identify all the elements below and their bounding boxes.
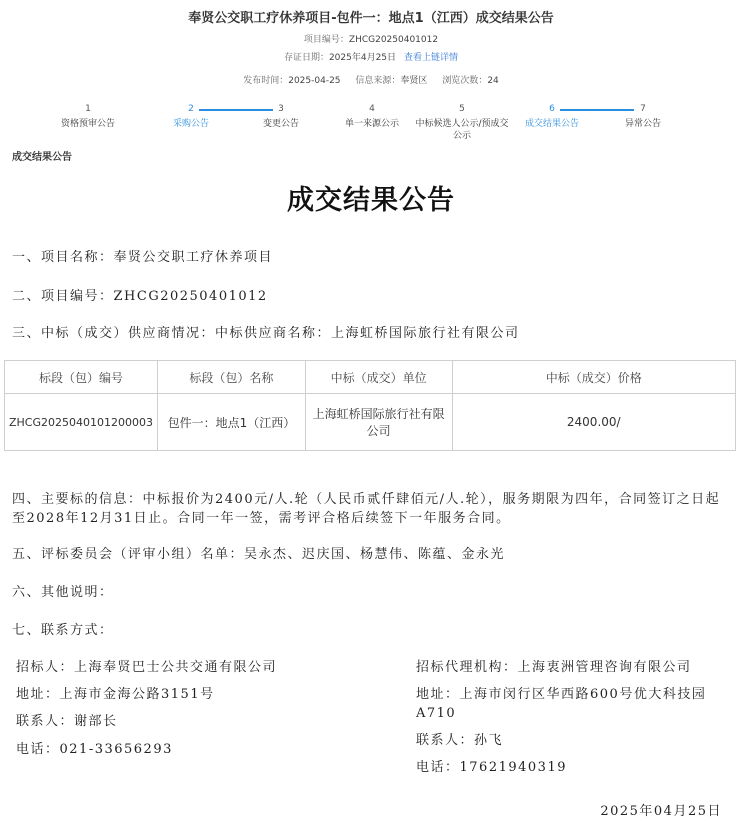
deposit-date-value: 2025年4月25日 bbox=[328, 53, 397, 63]
source-value: 奉贤区 bbox=[400, 76, 428, 86]
step-number: 5 bbox=[459, 104, 465, 114]
step-label: 单一来源公示 bbox=[344, 119, 399, 129]
agent-address: 地址：上海市闵行区华西路600号优大科技园A710 bbox=[416, 687, 707, 721]
step-number: 6 bbox=[549, 104, 555, 114]
process-steps bbox=[0, 100, 742, 150]
section-project-number: 二、项目编号：ZHCG20250401012 bbox=[12, 289, 268, 304]
tenderer-contact-person: 联系人：谢部长 bbox=[16, 714, 118, 729]
column-header: 标段（包）名称 bbox=[158, 361, 306, 394]
deposit-line bbox=[0, 50, 742, 63]
step-single-source[interactable] bbox=[322, 100, 422, 130]
step-number: 7 bbox=[640, 104, 646, 114]
agent-phone: 电话：17621940319 bbox=[416, 760, 567, 775]
section-subject-info: 四、主要标的信息：中标报价为2400元/人.轮（人民币贰仟肆佰元/人.轮），服务期限为四年，合同签订之日起至2028年12月31日止。合同一年一签，需考评合格后续签下一年服务合同。 bbox=[12, 492, 721, 526]
table-row bbox=[5, 394, 736, 451]
publish-info-line bbox=[0, 73, 742, 86]
cell-package-name: 包件一：地点1（江西） bbox=[158, 394, 306, 451]
breadcrumb: 成交结果公告 bbox=[12, 152, 72, 163]
step-label: 异常公告 bbox=[624, 119, 661, 129]
step-candidate[interactable] bbox=[412, 100, 512, 142]
tenderer-phone: 电话：021-33656293 bbox=[16, 742, 173, 757]
step-label: 采购公告 bbox=[172, 119, 209, 129]
cell-price: 2400.00/ bbox=[452, 394, 736, 451]
cell-package-no: ZHCG2025040101200003 bbox=[5, 394, 158, 451]
section-committee: 五、评标委员会（评审小组）名单：吴永杰、迟庆国、杨慧伟、陈蕴、金永光 bbox=[12, 547, 506, 562]
cell-winner: 上海虹桥国际旅行社有限公司 bbox=[305, 394, 452, 451]
section-contact: 七、联系方式： bbox=[12, 623, 114, 638]
step-result[interactable] bbox=[502, 100, 602, 130]
section-supplier: 三、中标（成交）供应商情况：中标供应商名称：上海虹桥国际旅行社有限公司 bbox=[12, 326, 520, 341]
document-heading: 成交结果公告 bbox=[287, 185, 455, 216]
step-change[interactable] bbox=[231, 100, 331, 130]
step-number: 1 bbox=[85, 104, 91, 114]
step-number: 3 bbox=[278, 104, 284, 114]
step-number: 2 bbox=[188, 104, 194, 114]
deposit-date-label: 存证日期： bbox=[283, 53, 329, 63]
source-label: 信息来源： bbox=[355, 76, 401, 86]
tenderer-org: 招标人：上海奉贤巴士公共交通有限公司 bbox=[16, 660, 278, 675]
publish-time-label: 发布时间： bbox=[243, 76, 289, 86]
tenderer-address: 地址：上海市金海公路3151号 bbox=[16, 687, 215, 702]
step-number: 4 bbox=[369, 104, 375, 114]
column-header: 中标（成交）价格 bbox=[452, 361, 736, 394]
table-header-row bbox=[5, 361, 736, 394]
project-no-value: ZHCG20250401012 bbox=[348, 35, 439, 45]
sign-date: 2025年04月25日 bbox=[600, 804, 722, 819]
agent-contact-person: 联系人：孙飞 bbox=[416, 733, 504, 748]
step-label: 资格预审公告 bbox=[60, 119, 115, 129]
section-project-name: 一、项目名称：奉贤公交职工疗休养项目 bbox=[12, 250, 274, 265]
step-label: 变更公告 bbox=[262, 119, 299, 129]
step-procurement[interactable] bbox=[141, 100, 241, 130]
section-other: 六、其他说明： bbox=[12, 585, 114, 600]
project-number-line bbox=[0, 32, 742, 45]
agent-org: 招标代理机构：上海衷洲管理咨询有限公司 bbox=[416, 660, 692, 675]
column-header: 中标（成交）单位 bbox=[305, 361, 452, 394]
step-label: 成交结果公告 bbox=[524, 119, 579, 129]
step-prequal[interactable] bbox=[38, 100, 138, 130]
step-abnormal[interactable] bbox=[593, 100, 693, 130]
result-table bbox=[4, 360, 736, 451]
publish-time-value: 2025-04-25 bbox=[288, 76, 341, 86]
chain-detail-link[interactable]: 查看上链详情 bbox=[404, 53, 459, 63]
project-no-label: 项目编号： bbox=[303, 35, 349, 45]
page-title: 奉贤公交职工疗休养项目-包件一：地点1（江西）成交结果公告 bbox=[188, 11, 554, 26]
column-header: 标段（包）编号 bbox=[5, 361, 158, 394]
views-label: 浏览次数： bbox=[442, 76, 488, 86]
views-value: 24 bbox=[487, 76, 499, 86]
step-label: 中标候选人公示/预成交公示 bbox=[415, 119, 509, 141]
